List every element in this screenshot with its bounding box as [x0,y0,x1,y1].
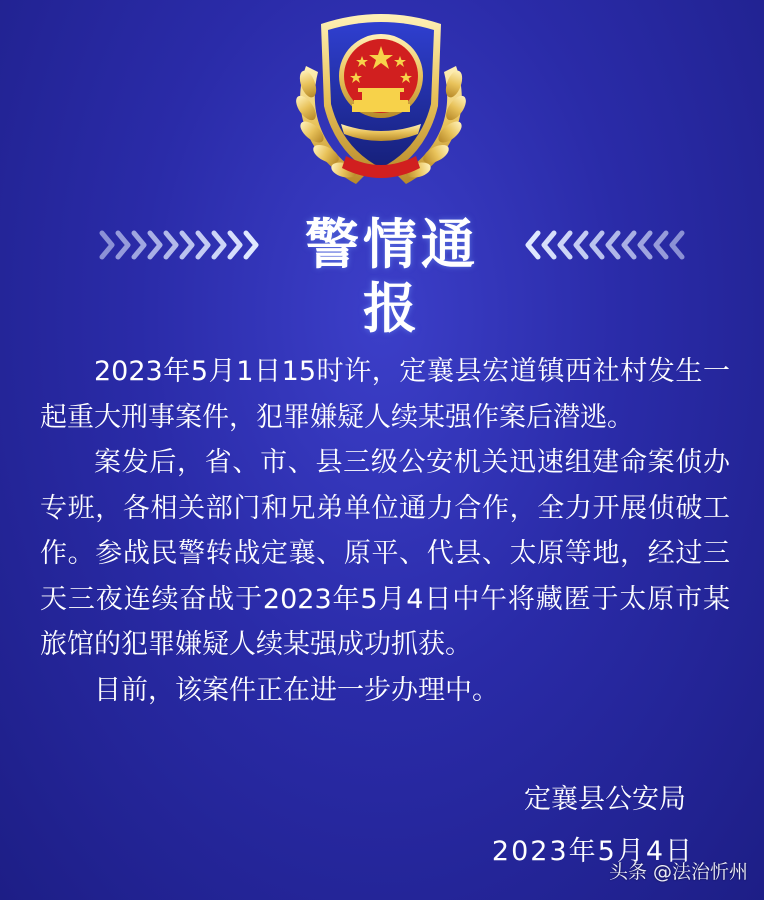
police-emblem-icon [286,6,476,194]
paragraph-2: 案发后，省、市、县三级公安机关迅速组建命案侦办专班，各相关部门和兄弟单位通力合作，全力开展侦破工作。参战民警转战定襄、原平、代县、太原等地，经过三天三夜连续奋战于2023年5月4日中午将藏匿于太原市某旅馆的犯罪嫌疑人续某强成功抓获。 [40,447,730,660]
page-title: 警情通报 [305,213,479,340]
notice-body [40,349,730,713]
paragraph-3: 目前，该案件正在进一步办理中。 [94,674,499,706]
issue-date: 2023年5月4日 [491,836,694,867]
chevron-arrows-left-icon [92,227,262,263]
paragraph-1: 2023年5月1日15时许，定襄县宏道镇西社村发生一起重大刑事案件，犯罪嫌疑人续某强作案后潜逃。 [40,356,730,433]
issuing-organization: 定襄县公安局 [524,784,686,815]
chevron-arrows-right-icon [522,227,692,263]
watermark: 头条 @法治忻州 [608,861,748,883]
title-row [0,205,764,340]
